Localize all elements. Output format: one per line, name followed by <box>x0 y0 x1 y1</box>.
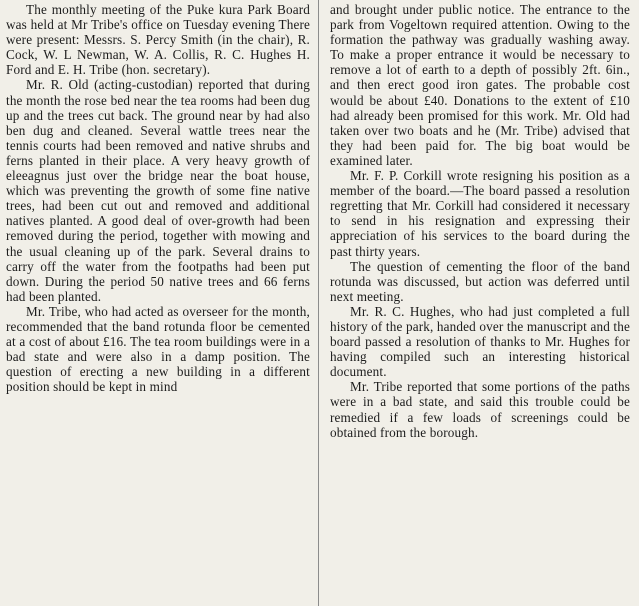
paragraph-corkill-resignation: Mr. F. P. Corkill wrote resigning his position as a member of the board.—The board passed a resolution regretting that Mr. Corkill had considered it necessary to send in his resignation and expressing their appreciation of his services to the board during the past thirty years. <box>330 168 630 259</box>
left-column <box>6 2 310 394</box>
right-column <box>330 2 630 440</box>
paragraph-paths-report: Mr. Tribe reported that some portions of the paths were in a bad state, and said this trouble could be remedied if a few loads of screenings could be obtained from the borough. <box>330 379 630 440</box>
paragraph-tribe-recommendation: Mr. Tribe, who had acted as overseer for the month, recommended that the band rotunda floor be cemented at a cost of about £16. The tea room buildings were in a bad state and were also in a damp position. The question of erecting a new building in a different position should be kept in mind <box>6 303 310 395</box>
paragraph-continuation: and brought under public notice. The entrance to the park from Vogeltown required attention. Owing to the formation the pathway was gradually washing away. To make a proper entrance it would be necessary to remove a lot of earth to a depth of possibly 2ft. 6in., and then erect good iron gates. The probable cost would be about £40. Donations to the extent of £10 had already been promised for this work. Mr. Old had taken over two boats and he (Mr. Tribe) advised that they had been paid for. The big boat would be examined later. <box>330 2 630 168</box>
paragraph-hughes-history: Mr. R. C. Hughes, who had just completed a full history of the park, handed over the manuscript and the board passed a resolution of thanks to Mr. Hughes for having compiled such an interesting historical document. <box>330 303 630 380</box>
column-divider <box>318 0 319 606</box>
paragraph-custodian-report: Mr. R. Old (acting-custodian) reported that during the month the rose bed near the tea rooms had been dug up and the trees cut back. The ground near by had also ben dug and cleaned. Several wattle trees near the tennis courts had been removed and native shrubs and ferns planted in their place. A very heavy growth of eleeagnus just over the bridge near the boat house, which was preventing the growth of some fine native trees, had been cut out and removed and additional natives planted. A good deal of over-growth had been removed during the period, together with mowing and the usual cleaning up of the park. Several drains to carry off the water from the footpaths had been put down. During the period 50 native trees and 66 ferns had been planted. <box>6 77 310 304</box>
paragraph-rotunda-floor: The question of cementing the floor of the band rotunda was discussed, but action was deferred until next meeting. <box>330 258 630 304</box>
paragraph-meeting-attendance: The monthly meeting of the Puke kura Park Board was held at Mr Tribe's office on Tuesday evening There were present: Messrs. S. Percy Smith (in the chair), R. Cock, W. L Newman, W. A. Collis, R. C. Hughes H. Ford and E. H. Tribe (hon. secretary). <box>6 2 310 78</box>
